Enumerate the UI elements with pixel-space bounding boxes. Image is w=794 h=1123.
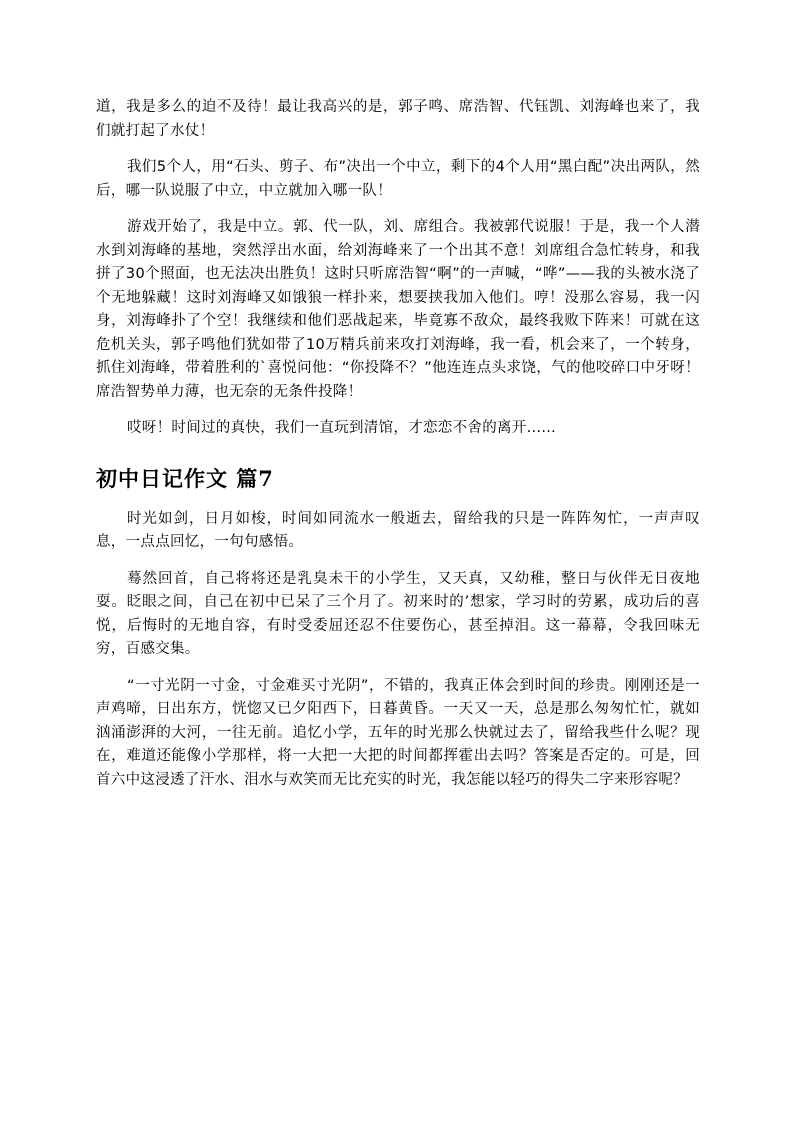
paragraph: 道，我是多么的迫不及待！最让我高兴的是，郭子鸣、席浩智、代钰凯、刘海峰也来了，我们就打起了水仗！ <box>96 99 700 139</box>
section-heading: 初中日记作文 篇7 <box>96 465 274 491</box>
paragraph: “一寸光阴一寸金，寸金难买寸光阴”，不错的，我真正体会到时间的珍贵。刚刚还是一声鸡啼，日出东方，恍惚又已夕阳西下，日暮黄昏。一天又一天，总是那么匆匆忙忙，就如汹涌澎湃的大河，一往无前。追忆小学，五年的时光那么快就过去了，留给我些什么呢？现在，难道还能像小学那样，将一大把一大把的时间都挥霍出去吗？答案是否定的。可是，回首六中这浸透了汗水、泪水与欢笑而无比充实的时光，我怎能以轻巧的得失二字来形容呢？ <box>96 677 700 788</box>
paragraph: 我们5个人，用“石头、剪子、布”决出一个中立，剩下的4个人用“黑白配”决出两队，然后，哪一队说服了中立，中立就加入哪一队！ <box>96 159 700 199</box>
paragraph: 时光如剑，日月如梭，时间如同流水一般逝去，留给我的只是一阵阵匆忙，一声声叹息，一点点回忆，一句句感悟。 <box>96 510 700 550</box>
document-page <box>96 96 700 792</box>
paragraph: 蓦然回首，自己将将还是乳臭未干的小学生，又天真，又幼稚，整日与伙伴无日夜地耍。眨眼之间，自己在初中已呆了三个月了。初来时的’想家，学习时的劳累，成功后的喜悦，后悔时的无地自容，有时受委屈还忍不住要伤心，甚至掉泪。这一幕幕，令我回味无穷，百感交集。 <box>96 570 700 657</box>
paragraph: 游戏开始了，我是中立。郭、代一队，刘、席组合。我被郭代说服！于是，我一个人潜水到刘海峰的基地，突然浮出水面，给刘海峰来了一个出其不意！刘席组合急忙转身，和我拼了30个照面，也无法决出胜负！这时只听席浩智“啊”的一声喊，“哗”——我的头被水浇了个无地躲藏！这时刘海峰又如饿狼一样扑来，想要挟我加入他们。哼！没那么容易，我一闪身，刘海峰扑了个空！我继续和他们恶战起来，毕竟寡不敌众，最终我败下阵来！可就在这危机关头，郭子鸣他们犹如带了10万精兵前来攻打刘海峰，我一看，机会来了，一个转身，抓住刘海峰，带着胜利的`喜悦问他：“你投降不？”他连连点头求饶，气的他咬碎口中牙呀！席浩智势单力薄，也无奈的无条件投降！ <box>96 219 700 400</box>
paragraph: 哎呀！时间过的真快，我们一直玩到清馆，才恋恋不舍的离开...... <box>127 420 557 436</box>
